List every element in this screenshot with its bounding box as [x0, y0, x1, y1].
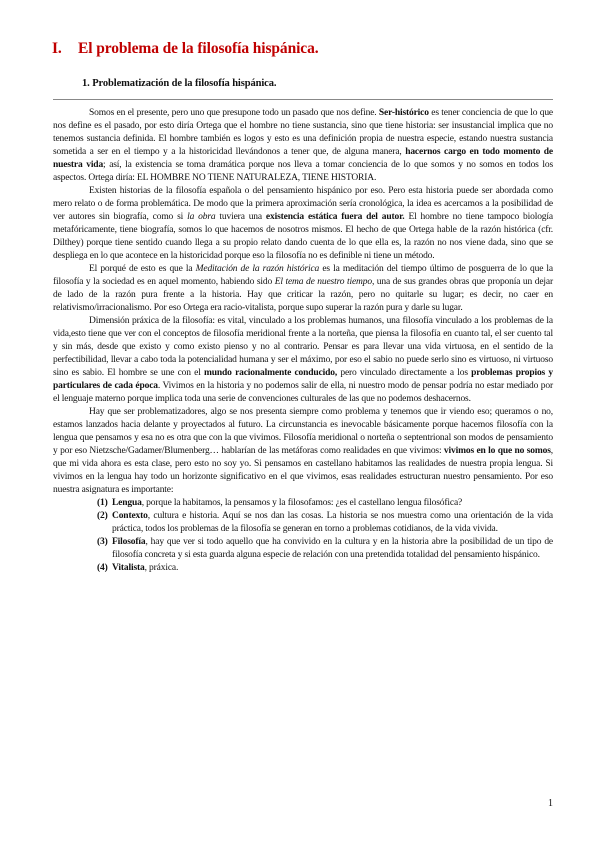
chapter-title: El problema de la filosofía hispánica. — [78, 40, 319, 57]
list-item: (2) Contexto, cultura e historia. Aquí se nos dan las cosas. La historia se nos muestra como una orientación de la vida práctica, todos los problemas de la filosofía se generan en torno a problemas cotidianos, de la vida vivida. — [97, 511, 553, 534]
paragraph: Dimensión práxica de la filosofía: es vital, vinculado a los problemas humanos, una filosofía vinculado a los problemas de la vida,esto tiene que ver con el conceptos de filosofía meridional frente a la norteña, que piensa la filosofía en cuanto tal, el ser cuento tal y sin más, desde que existo y como existo pienso y no al contrario. Pensar es para llevar una vida virtuosa, en el sentido de la perfectibilidad, llevar a cabo toda la potencialidad humana y ser el máximo, por eso el sabio no puede serlo sino es virtuoso, ni virtuoso sino es sabio. El hombre se une con el mundo racionalmente conducido, pero vinculado directamente a los problemas propios y particulares de cada época. Vivimos en la historia y no podemos salir de ella, ni nuestro modo de pensar podría no estar mediado por el lenguaje materno porque implica toda una serie de convenciones culturales de las que no podemos deshacernos. — [53, 316, 554, 404]
divider — [53, 99, 553, 100]
page-number: 1 — [548, 798, 553, 809]
paragraph: Existen historias de la filosofía española o del pensamiento hispánico por eso. Pero esta historia puede ser abordada como mero relato o de forma problemática. De modo que la primera aproximación sería cronológica, la idea es acercamos a la posibilidad de ver autores sin biografía, como si la obra tuviera una existencia estática fuera del autor. El hombre no tiene tampoco biología metafóricamente, tiene biografía, somos lo que hacemos de nosotros mismos. El hecho de que Ortega hable de la razón histórica (cfr. Dilthey) porque tiene sentido cuando llega a su propio relato dando cuenta de lo que ella es, la razón no nos viene dada, sino que se despliega en lo que acontece en la historicidad porque eso la filosofía no es definible ni tiene un método. — [53, 186, 553, 261]
body-text — [53, 107, 553, 575]
section-heading: 1. Problematización de la filosofía hispánica. — [82, 78, 277, 89]
paragraph: Hay que ser problematizadores, algo se nos presenta siempre como problema y tenemos que ir viendo eso; queramos o no, estamos lanzados hacia delante y proyectados al futuro. La circunstancia es inevocable básicamente porque hacemos filosofía con la lengua que pensamos y esa no es otra que con la que vivimos. Filosofía meridional o norteña o septentrional son modos de pensamiento y por eso Nietzsche/Gadamer/Blumenberg… hablarían de las metáforas como realidades en que vivimos: vivimos en lo que no somos, que mi vida ahora es esta clase, pero esto no soy yo. Si pensamos en castellano habitamos las realidades de nuestra propia lengua. Si vivimos en la lengua hay todo un horizonte significativo en el que vivimos, esas realidades estructuran nuestro pensamiento. Por eso nuestra asignatura es importante: — [53, 407, 553, 495]
list-item: (4) Vitalista, práxica. — [97, 563, 179, 573]
numbered-list — [53, 497, 553, 575]
list-item: (3) Filosofía, hay que ver si todo aquello que ha convivido en la cultura y en la historia abre la posibilidad de un tipo de filosofía concreta y si esta guarda alguna especie de relación con una pretendida totalidad del pensamiento hispánico. — [97, 537, 553, 560]
list-item: (1) Lengua, porque la habitamos, la pensamos y la filosofamos: ¿es el castellano lengua filosófica? — [97, 498, 463, 508]
chapter-heading — [52, 40, 319, 58]
paragraph: Somos en el presente, pero uno que presupone todo un pasado que nos define. Ser-histórico es tener conciencia de que lo que nos define es el pasado, por esto diría Ortega que el hombre no tiene sustancia, sino que tiene historia: ser insustancial implica que no tenemos sustancia definida. El hombre también es logos y esto es una definición propia de nuestra especie, estando nuestra sustancia sometida a ser en el tiempo y a la historicidad llevándonos a tener que, de alguna manera, hacernos cargo en todo momento de nuestra vida; así, la existencia se toma dramática porque nos lleva a tomar conciencia de lo que somos y no somos en todos los aspectos. Ortega diría: EL HOMBRE NO TIENE NATURALEZA, TIENE HISTORIA. — [53, 108, 554, 183]
chapter-number: I. — [52, 40, 62, 57]
paragraph: El porqué de esto es que la Meditación de la razón histórica es la meditación del tiempo último de posguerra de lo que la filosofía y la sociedad es en aquel momento, habiendo sido El tema de nuestro tiempo, una de sus grandes obras que proponía un dejar de lado de la razón pura frente a la historia. Hay que criticar la razón, pero no quitarle su lugar; es decir, no caer en relativismo/irracionalismo. Por eso Ortega era racio-vitalista, porque supo superar la razón pura y darle su lugar. — [53, 264, 553, 313]
